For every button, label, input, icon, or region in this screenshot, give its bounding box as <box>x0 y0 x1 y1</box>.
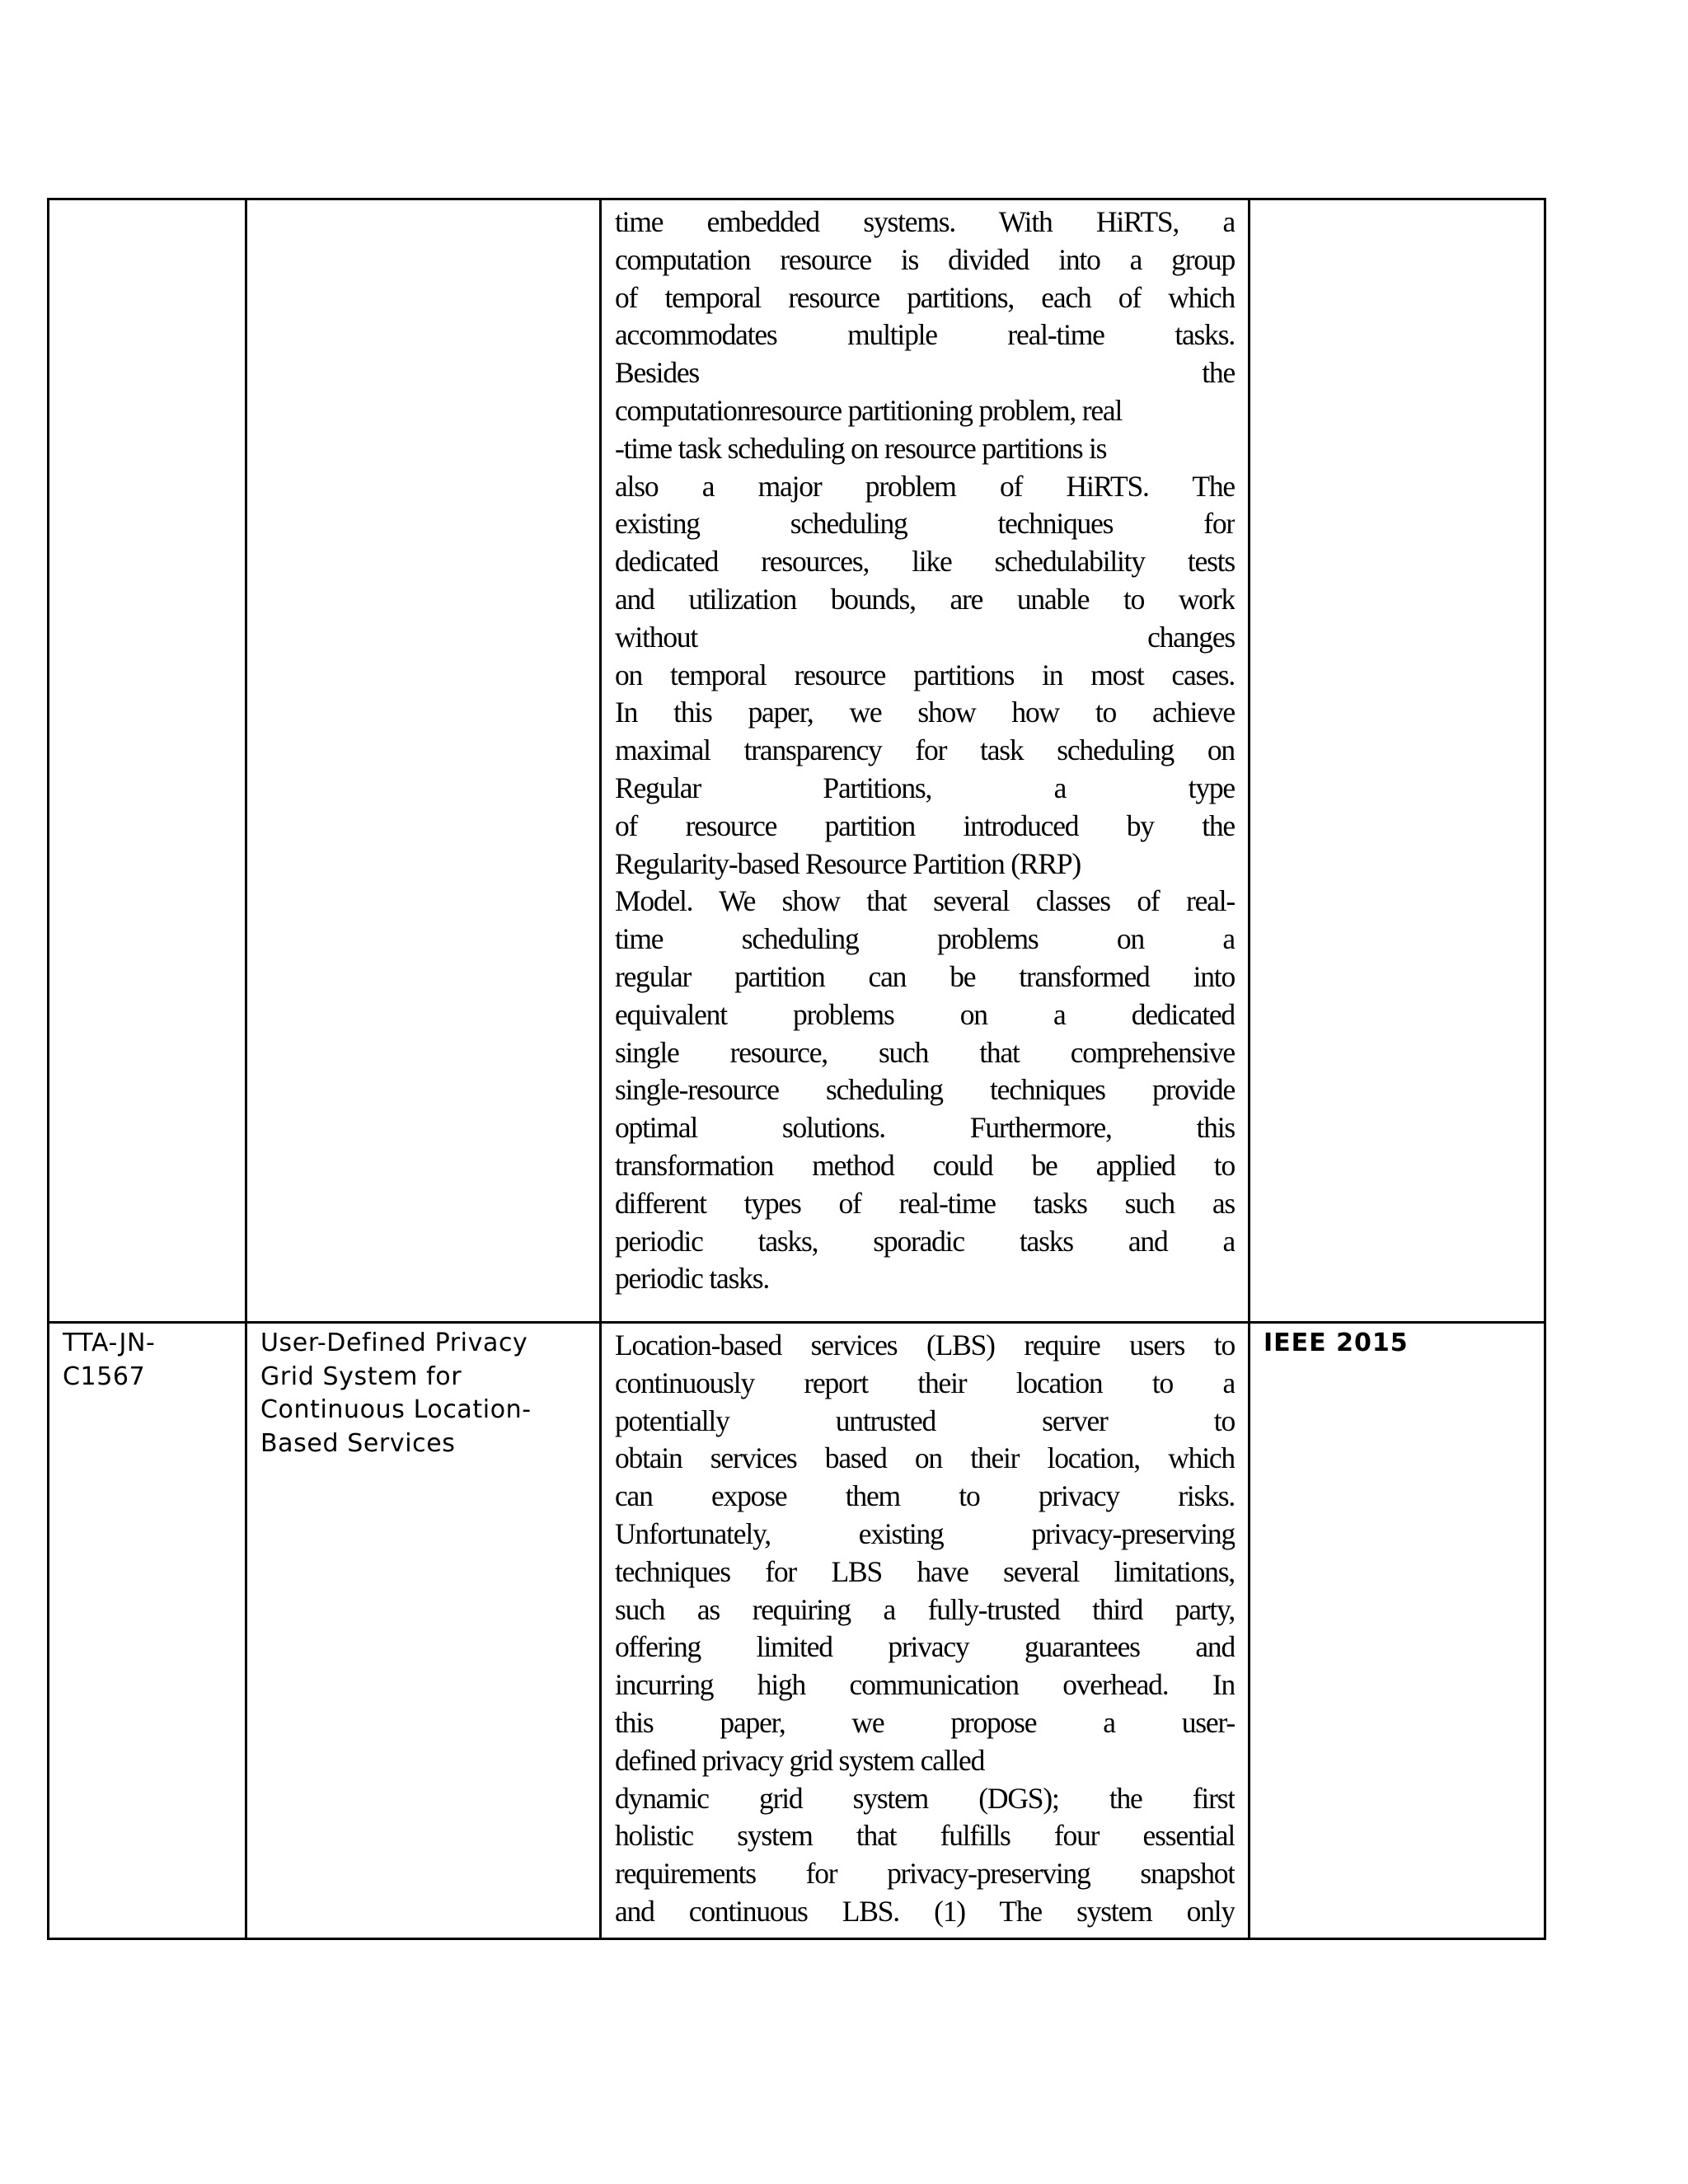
abstract-line: offering limited privacy guarantees and <box>615 1630 1235 1664</box>
abstract-line: on temporal resource partitions in most cases. <box>615 658 1235 691</box>
abstract-line: dedicated resources, like schedulability tests <box>615 545 1235 579</box>
abstract-line: can expose them to privacy risks. <box>615 1479 1235 1513</box>
abstract-line: equivalent problems on a dedicated <box>615 997 1235 1031</box>
abstract-line: and continuous LBS. (1) The system only <box>615 1894 1235 1928</box>
abstract-line: of resource partition introduced by the <box>615 808 1235 842</box>
abstract-line: potentially untrusted server to <box>615 1404 1235 1437</box>
abstract-line: time embedded systems. With HiRTS, a <box>615 205 1235 238</box>
abstract-line: this paper, we propose a user- <box>615 1705 1235 1739</box>
abstract-line: Unfortunately, existing privacy-preserving <box>615 1516 1235 1550</box>
abstract-line: requirements for privacy-preserving snapshot <box>615 1857 1235 1891</box>
abstract-line: of temporal resource partitions, each of which <box>615 280 1235 314</box>
abstract-text <box>602 200 1248 1305</box>
abstract-line: continuously report their location to a <box>615 1366 1235 1399</box>
abstract-line: existing scheduling techniques for <box>615 507 1235 541</box>
table-row <box>49 1323 1545 1939</box>
abstract-line: single-resource scheduling techniques provide <box>615 1073 1235 1107</box>
abstract-line: periodic tasks. <box>615 1262 770 1296</box>
abstract-line: defined privacy grid system called <box>615 1743 985 1777</box>
abstract-line: regular partition can be transformed into <box>615 959 1235 993</box>
abstract-line: techniques for LBS have several limitations, <box>615 1554 1235 1588</box>
abstract-line: Model. We show that several classes of real- <box>615 884 1235 918</box>
abstract-line: periodic tasks, sporadic tasks and a <box>615 1224 1235 1258</box>
abstract-line: Besides the <box>615 356 1235 390</box>
publication-cell <box>1250 1323 1545 1939</box>
project-id-cell <box>49 1323 246 1939</box>
abstract-line: maximal transparency for task scheduling on <box>615 733 1235 767</box>
abstract-line: holistic system that fulfills four essential <box>615 1819 1235 1853</box>
abstract-line: time scheduling problems on a <box>615 922 1235 956</box>
project-title-line: User-Defined Privacy <box>260 1329 528 1357</box>
abstract-line: computationresource partitioning problem, real <box>615 393 1123 427</box>
abstract-line: incurring high communication overhead. In <box>615 1668 1235 1702</box>
abstract-cell <box>601 1323 1250 1939</box>
abstract-line: obtain services based on their location, which <box>615 1441 1235 1475</box>
project-title-line: Continuous Location- <box>260 1395 532 1424</box>
abstract-line: transformation method could be applied to <box>615 1148 1235 1182</box>
project-id <box>49 1324 245 1400</box>
abstract-line: -time task scheduling on resource partitions is <box>615 431 1107 465</box>
abstract-line: Regularity-based Resource Partition (RRP) <box>615 846 1081 880</box>
project-id-line: TTA-JN- <box>63 1329 156 1357</box>
publication-label: IEEE 2015 <box>1264 1329 1409 1357</box>
project-title-cell <box>246 199 601 1323</box>
abstract-cell <box>601 199 1250 1323</box>
abstract-line: computation resource is divided into a group <box>615 242 1235 276</box>
abstract-line: optimal solutions. Furthermore, this <box>615 1111 1235 1145</box>
project-id-cell <box>49 199 246 1323</box>
abstract-line: dynamic grid system (DGS); the first <box>615 1781 1235 1815</box>
abstract-line: Location-based services (LBS) require users to <box>615 1329 1235 1361</box>
abstract-line: such as requiring a fully-trusted third party, <box>615 1592 1235 1626</box>
table-row <box>49 199 1545 1323</box>
abstract-line: single resource, such that comprehensive <box>615 1035 1235 1069</box>
project-title-line: Based Services <box>260 1428 456 1458</box>
abstract-line: Regular Partitions, a type <box>615 771 1235 804</box>
project-title-line: Grid System for <box>260 1361 462 1391</box>
abstract-line: also a major problem of HiRTS. The <box>615 469 1235 503</box>
abstract-line: accommodates multiple real-time tasks. <box>615 318 1235 352</box>
project-id-line: C1567 <box>63 1361 146 1391</box>
publication-cell <box>1250 199 1545 1323</box>
abstract-line: without changes <box>615 620 1235 654</box>
abstract-line: different types of real-time tasks such as <box>615 1186 1235 1220</box>
abstract-text <box>602 1324 1248 1938</box>
abstract-line: In this paper, we show how to achieve <box>615 696 1235 729</box>
projects-table <box>47 198 1546 1940</box>
abstract-line: and utilization bounds, are unable to work <box>615 582 1235 616</box>
project-title <box>247 1324 599 1467</box>
project-title-cell <box>246 1323 601 1939</box>
